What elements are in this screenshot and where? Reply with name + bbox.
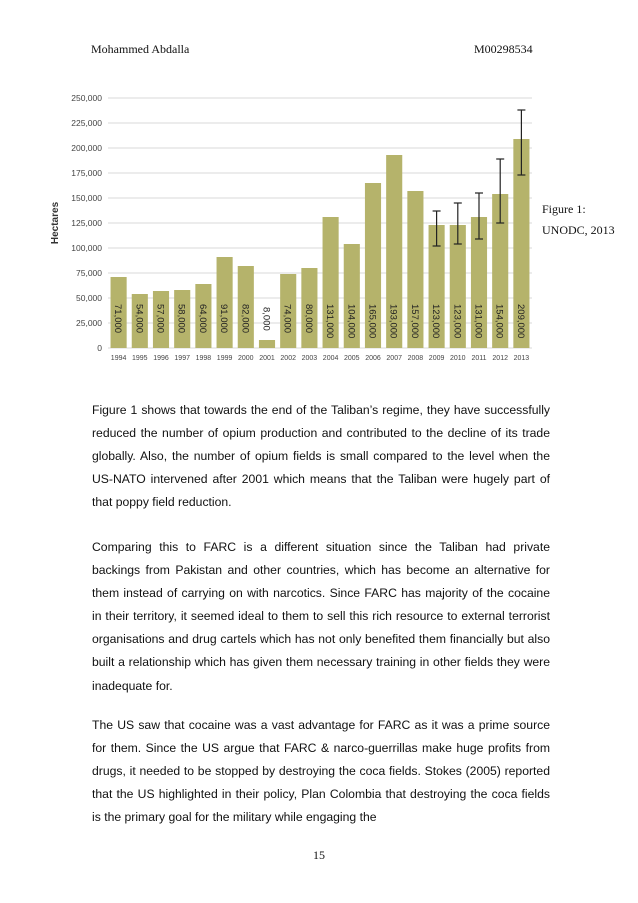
figure-caption-source: UNODC, 2013 (542, 223, 615, 237)
x-tick-label: 2005 (344, 355, 360, 362)
x-tick-label: 2012 (492, 355, 508, 362)
bar-value-label: 57,000 (154, 304, 166, 334)
x-tick-label: 2010 (450, 355, 466, 362)
bar-value-label: 123,000 (430, 304, 442, 339)
y-tick-label: 100,000 (71, 243, 102, 253)
x-tick-label: 2000 (238, 355, 254, 362)
x-tick-label: 2001 (259, 355, 275, 362)
opium-cultivation-bar-chart (46, 86, 538, 366)
bar-value-label: 193,000 (387, 304, 399, 339)
figure-caption-label: Figure 1: (542, 202, 586, 216)
chart-error-bars (433, 110, 526, 246)
bar-value-label: 74,000 (281, 304, 293, 334)
paragraph-3: The US saw that cocaine was a vast advantage for FARC as it was a prime source for them. Since the US argue that FARC & narco-guerrillas make huge profits from drugs, it needed to be stopped by destroying the coca fields. Stokes (2005) reported that the US highlighted in their policy, Plan Colombia that destroying the coca fields is the primary goal for the military while engaging the (92, 718, 550, 825)
bar-value-label: 54,000 (133, 304, 145, 334)
x-tick-label: 2007 (386, 355, 402, 362)
y-tick-label: 225,000 (71, 118, 102, 128)
bar-value-label: 157,000 (408, 304, 420, 339)
bar-2001 (259, 340, 275, 348)
bar-value-label: 154,000 (493, 304, 505, 339)
y-tick-label: 250,000 (71, 93, 102, 103)
x-tick-label: 2008 (407, 355, 424, 362)
x-tick-label: 1999 (216, 355, 233, 362)
x-tick-label: 1995 (132, 355, 148, 362)
chart-bars (111, 139, 530, 348)
bar-value-label: 131,000 (324, 304, 336, 339)
x-tick-label: 1996 (153, 355, 169, 362)
header-author: Mohammed Abdalla (91, 42, 190, 56)
x-tick-label: 1998 (195, 355, 212, 362)
x-tick-label: 2009 (428, 355, 445, 362)
y-tick-label: 0 (97, 343, 102, 353)
bar-value-label: 209,000 (514, 304, 526, 339)
paragraph-2: Comparing this to FARC is a different situation since the Taliban had private backings from Pakistan and other countries, which has become an alternative for them instead of carrying on with narcotics. Since FARC has majority of the cocaine in their territory, it seemed ideal to them to sell this rich resource to external terrorist organisations and drug cartels which has not only benefited them financially but also built a relationship which has given them necessary training in other fields they were inadequate for. (92, 540, 550, 693)
bar-value-label: 80,000 (302, 304, 314, 334)
x-tick-label: 2006 (365, 355, 381, 362)
bar-value-label: 91,000 (218, 304, 230, 334)
y-tick-label: 75,000 (76, 268, 102, 278)
bar-value-label: 82,000 (239, 304, 251, 334)
paragraph-1: Figure 1 shows that towards the end of the Taliban’s regime, they have successfully reduced the number of opium production and contributed to the decline of its trade globally. Also, the number of opium fields is small compared to the level when the US-NATO intervened after 2001 which means that the Taliban were hugely part of that poppy field reduction. (92, 403, 550, 510)
x-tick-label: 2011 (471, 355, 487, 362)
bar-value-label: 104,000 (345, 304, 357, 339)
bar-value-label: 71,000 (112, 304, 124, 334)
x-tick-label: 1997 (174, 355, 190, 362)
bar-value-label: 165,000 (366, 304, 378, 339)
header-student-id: M00298534 (474, 42, 533, 56)
bar-1999 (217, 257, 233, 348)
bar-value-label: 123,000 (451, 304, 463, 339)
x-tick-label: 2013 (513, 355, 530, 362)
y-tick-label: 125,000 (71, 218, 102, 228)
x-tick-label: 2002 (280, 355, 296, 362)
bar-value-label: 8,000 (260, 307, 272, 331)
y-tick-label: 150,000 (71, 193, 102, 203)
x-tick-label: 1994 (110, 355, 127, 362)
bar-value-label: 64,000 (196, 304, 208, 334)
x-tick-label: 2003 (301, 355, 318, 362)
bar-value-label: 131,000 (472, 304, 484, 339)
y-tick-label: 25,000 (76, 318, 102, 328)
y-axis-label: Hectares (50, 201, 61, 245)
bar-value-label: 58,000 (175, 304, 187, 334)
chart-gridlines (108, 98, 532, 348)
y-tick-label: 50,000 (76, 293, 102, 303)
x-tick-label: 2004 (322, 355, 339, 362)
y-tick-label: 200,000 (71, 143, 102, 153)
y-tick-label: 175,000 (71, 168, 102, 178)
page-number: 15 (313, 848, 325, 862)
